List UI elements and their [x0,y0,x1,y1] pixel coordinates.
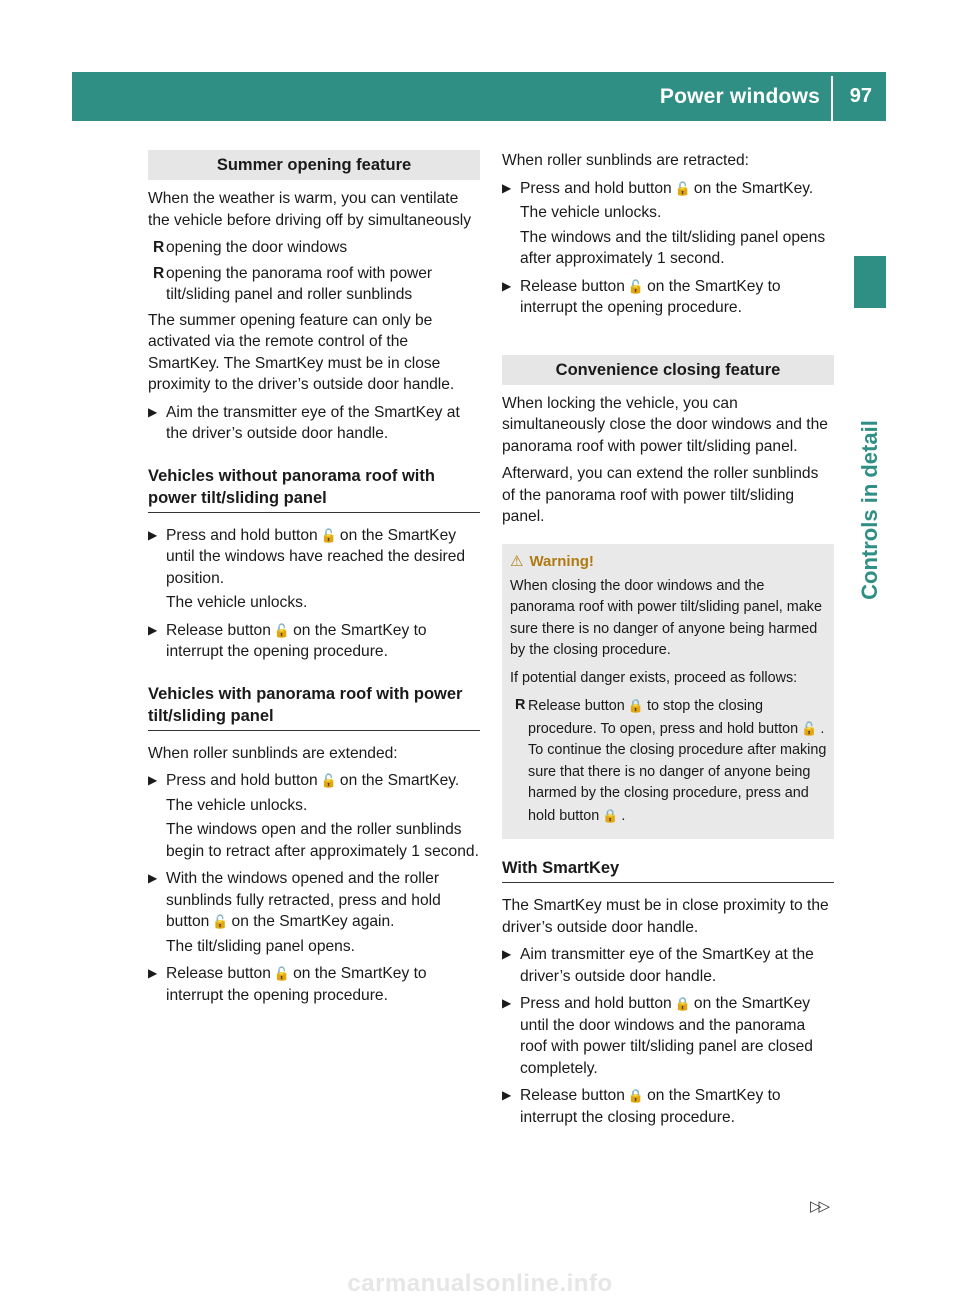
arrow-step-icon: ▶ [502,180,512,195]
arrow-step-icon: ▶ [502,1088,512,1102]
arrow-step-icon: ▶ [502,996,512,1010]
step-item: ▶ Release button 🔒 on the SmartKey to interrupt the closing procedure. [502,1087,781,1126]
step-result: The tilt/sliding panel opens. [166,937,355,955]
right-column [502,150,834,1134]
warning-triangle-icon: ⚠ [510,552,524,570]
unlock-icon: 🔓 [801,720,818,736]
step-result: The vehicle unlocks. [166,594,308,611]
header-bar [72,72,886,121]
summer-remote-text: The summer opening feature can only be activated via the remote control of the SmartKey. The SmartKey must be in close proximity to the driver’s outside door handle. [148,311,455,393]
summer-heading: Summer opening feature [148,150,480,180]
bullet-text: opening the door windows [166,239,348,256]
step-item: ▶ Aim transmitter eye of the SmartKey at the driver’s outside door handle. [502,946,814,985]
arrow-step-icon: ▶ [502,947,512,961]
without-panorama-heading: Vehicles without panorama roof with power tilt/sliding panel [148,465,480,513]
bullet-item: R Release button 🔒 to stop the closing procedure. To open, press and hold button 🔓 . To continue the closing procedure after making sure that there is no danger of anyone being harmed by the closing procedure, press and hold button 🔒 . [510,695,828,827]
step-result: The windows and the tilt/sliding panel opens after approximately 1 second. [520,228,826,267]
step-item: ▶ Release button 🔓 on the SmartKey to interrupt the opening procedure. [148,965,427,1004]
bullet-item: R opening the door windows [153,239,348,256]
unlock-icon: 🔓 [320,527,337,543]
step-item: ▶ Press and hold button 🔓 on the SmartKey until the windows have reached the desired position. The vehicle unlocks. [148,525,480,614]
unlock-icon: 🔓 [627,278,645,294]
arrow-step-icon: ▶ [148,622,158,637]
smartkey-heading: With SmartKey [502,857,834,883]
unlock-icon: 🔓 [212,914,229,929]
warning-text: When closing the door windows and the panorama roof with power tilt/sliding panel, make sure there is no danger of anyone being harmed by the closing procedure. [510,577,822,658]
arrow-step-icon: ▶ [502,278,512,293]
unlock-icon: 🔓 [320,773,337,788]
step-result: The vehicle unlocks. [520,204,662,221]
lock-icon: 🔒 [627,698,644,713]
lock-icon: 🔒 [602,807,619,823]
warning-text: If potential danger exists, proceed as follows: [510,669,798,686]
lock-icon: 🔒 [674,996,691,1011]
step-item: ▶ Aim the transmitter eye of the SmartKey at the driver’s outside door handle. [148,403,460,442]
page-number: 97 [849,85,872,107]
unlock-icon: 🔓 [273,622,291,638]
page-title: Power windows [659,85,820,108]
convenience-text: When locking the vehicle, you can simultaneously close the door windows and the panorama roof with power tilt/sliding panel. [502,394,828,455]
step-item: ▶ Press and hold button 🔓 on the SmartKey. The vehicle unlocks. The windows and the tilt/sliding panel opens after approximately 1 second. [502,178,834,270]
lock-icon: 🔒 [627,1088,645,1103]
bullet-item: R opening the panorama roof with power tilt/sliding panel and roller sunblinds [153,264,433,303]
smartkey-text: The SmartKey must be in close proximity to the driver’s outside door handle. [502,897,829,936]
step-item: ▶ Press and hold button 🔒 on the SmartKey until the door windows and the panorama roof with power tilt/sliding panel are closed completely. [502,995,813,1077]
bullet-text: opening the panorama roof with power tilt/sliding panel and roller sunblinds [166,264,433,303]
step-item: ▶ Press and hold button 🔓 on the SmartKey. The vehicle unlocks. The windows open and the roller sunblinds begin to retract after approximately 1 second. [148,770,480,862]
step-result: The vehicle unlocks. [166,796,308,814]
unlock-icon: 🔓 [674,180,691,196]
arrow-step-icon: ▶ [148,871,158,885]
warning-header: ⚠ Warning! [510,552,594,570]
section-tab-marker [854,256,886,308]
warning-box [502,544,834,840]
arrow-step-icon: ▶ [148,966,158,980]
convenience-text: Afterward, you can extend the roller sunblinds of the panorama roof with power tilt/sliding panel. [502,465,819,525]
header-divider [831,76,833,121]
extended-intro: When roller sunblinds are extended: [148,744,398,762]
continue-arrows: ▷▷ [810,1198,828,1215]
convenience-heading: Convenience closing feature [502,355,834,385]
retracted-intro: When roller sunblinds are retracted: [502,152,750,169]
watermark: carmanualsonline.info [347,1270,613,1297]
step-item: ▶ Release button 🔓 on the SmartKey to interrupt the opening procedure. [148,621,427,660]
arrow-step-icon: ▶ [148,773,158,787]
summer-intro: When the weather is warm, you can ventilate the vehicle before driving off by simultaneously [148,190,472,229]
arrow-step-icon: ▶ [148,404,158,419]
left-column [148,150,480,1012]
step-result: The windows open and the roller sunblinds begin to retract after approximately 1 second. [166,821,479,860]
unlock-icon: 🔓 [273,966,291,981]
step-item: ▶ With the windows opened and the roller sunblinds fully retracted, press and hold button 🔓 on the SmartKey again. The tilt/sliding panel opens. [148,868,480,957]
step-item: ▶ Release button 🔓 on the SmartKey to interrupt the opening procedure. [502,277,781,316]
with-panorama-heading: Vehicles with panorama roof with power tilt/sliding panel [148,683,480,731]
chapter-label: Controls in detail [857,420,882,600]
arrow-step-icon: ▶ [148,527,158,542]
